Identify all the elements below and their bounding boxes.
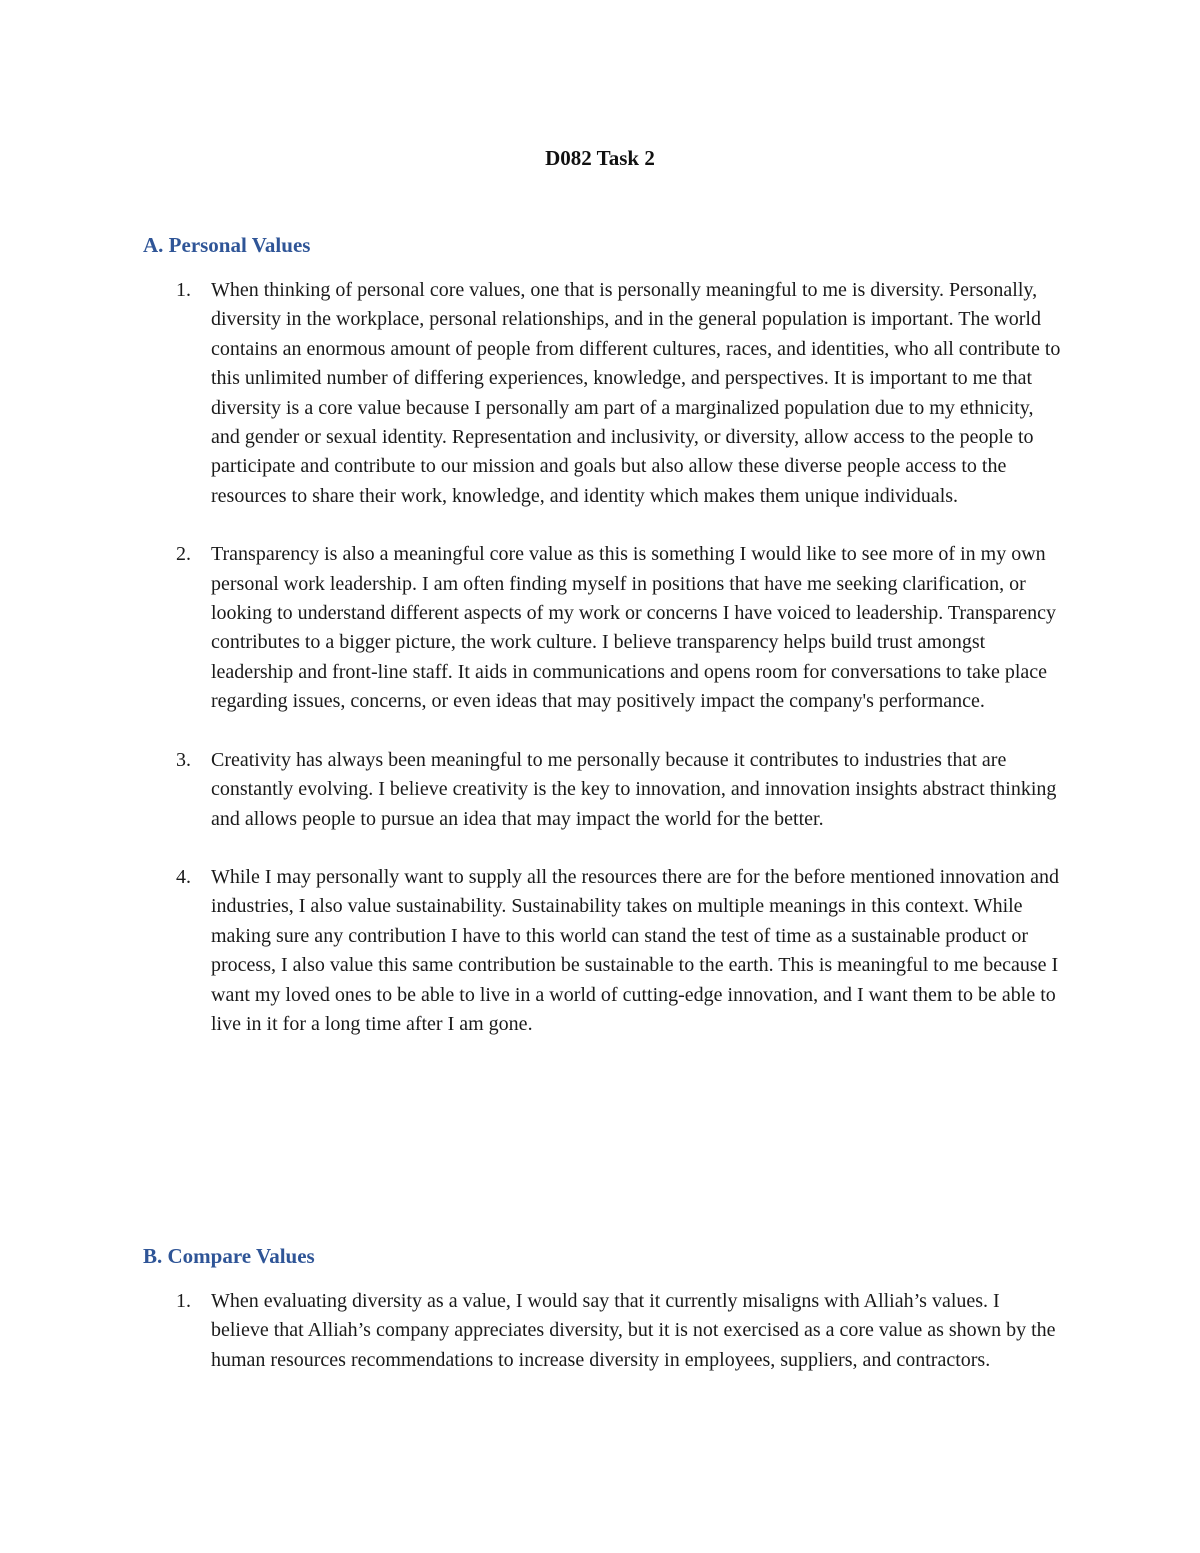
- list-item-number: 1.: [176, 279, 191, 301]
- list-item-text: While I may personally want to supply all the resources there are for the before mentioned innovation and industries, I also value sustainability. Sustainability takes on multiple meanings in this context. While making sure any contribution I have to this world can stand the test of time as a sustainable product or process, I also value this same contribution be sustainable to the earth. This is meaningful to me because I want my loved ones to be able to live in a world of cutting-edge innovation, and I want them to be able to live in it for a long time after I am gone.: [211, 865, 1060, 1035]
- list-item: [0, 276, 1200, 511]
- list-item: [0, 863, 1200, 1039]
- list-item-text: When thinking of personal core values, one that is personally meaningful to me is diversity. Personally, diversity in the workplace, personal relationships, and in the general population is important. The world contains an enormous amount of people from different cultures, races, and identities, who all contribute to this unlimited number of differing experiences, knowledge, and perspectives. It is important to me that diversity is a core value because I personally am part of a marginalized population due to my ethnicity, and gender or sexual identity. Representation and inclusivity, or diversity, allow access to the people to participate and contribute to our mission and goals but also allow these diverse people access to the resources to share their work, knowledge, and identity which makes them unique individuals.: [211, 279, 1061, 507]
- document-title: D082 Task 2: [545, 146, 655, 170]
- list-item: [0, 540, 1200, 716]
- list-item-number: 3.: [176, 748, 191, 771]
- compare-values-list: [0, 1287, 1200, 1375]
- list-item-number: 2.: [176, 543, 191, 566]
- section-heading-personal-values: A. Personal Values: [143, 233, 311, 257]
- list-item-number: 4.: [176, 865, 191, 888]
- list-item-text: Transparency is also a meaningful core value as this is something I would like to see more of in my own personal work leadership. I am often finding myself in positions that have me seeking clarification, or looking to understand different aspects of my work or concerns I have voiced to leadership. Transparency contributes to a bigger picture, the work culture. I believe transparency helps build trust amongst leadership and front-line staff. It aids in communications and opens room for conversations to take place regarding issues, concerns, or even ideas that may positively impact the company's performance.: [211, 543, 1056, 713]
- list-item-number: 1.: [176, 1290, 191, 1312]
- list-item-text: Creativity has always been meaningful to me personally because it contributes to industries that are constantly evolving. I believe creativity is the key to innovation, and innovation insights abstract thinking and allows people to pursue an idea that may impact the world for the better.: [211, 748, 1057, 830]
- list-item: [0, 746, 1200, 834]
- list-item: [0, 1287, 1200, 1375]
- personal-values-list: [0, 276, 1200, 1039]
- section-heading-compare-values: B. Compare Values: [143, 1244, 315, 1268]
- list-item-text: When evaluating diversity as a value, I would say that it currently misaligns with Alliah’s values. I believe that Alliah’s company appreciates diversity, but it is not exercised as a core value as shown by the human resources recommendations to increase diversity in employees, suppliers, and contractors.: [211, 1290, 1056, 1371]
